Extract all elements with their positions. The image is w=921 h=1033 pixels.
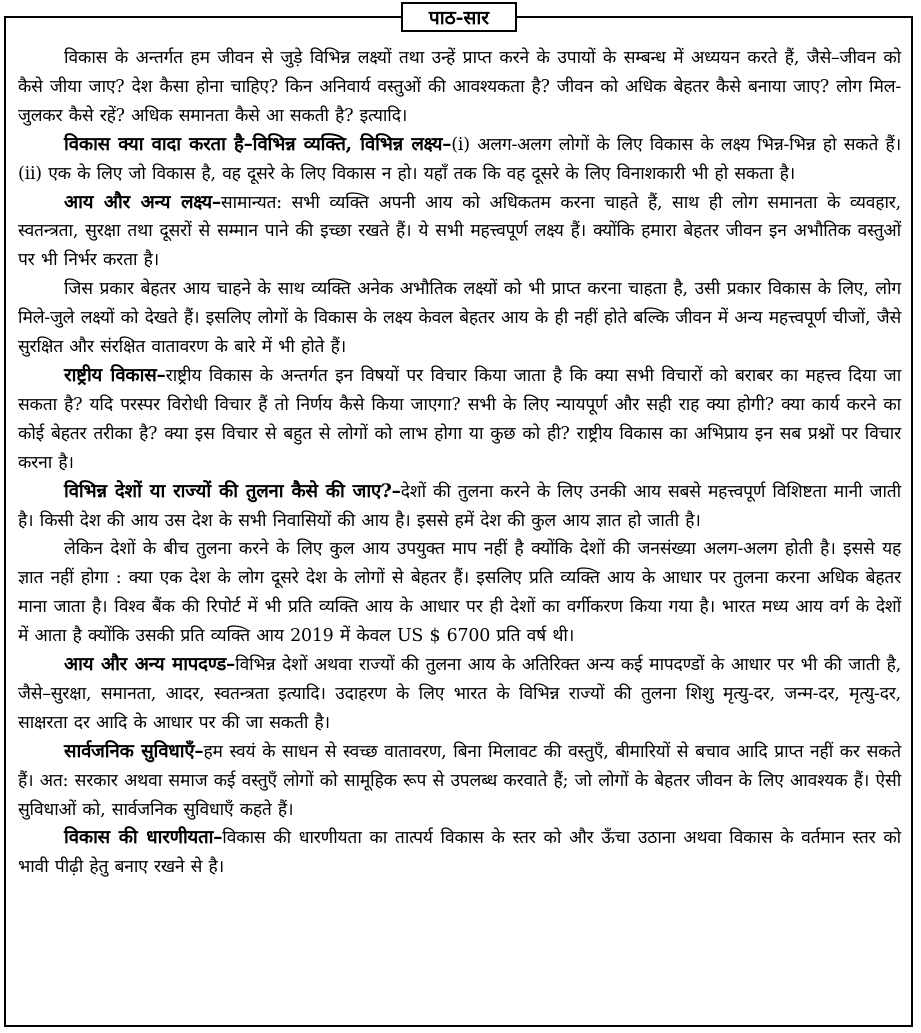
paragraph-heading: विकास की धारणीयता– (64, 827, 223, 849)
paragraph-heading: राष्ट्रीय विकास– (64, 364, 166, 386)
paragraph-income-goals (18, 189, 901, 276)
paragraph-heading: विभिन्न देशों या राज्यों की तुलना कैसे की जाए?– (64, 480, 401, 502)
paragraph-text: हम स्वयं के साधन से स्वच्छ वातावरण, बिना मिलावट की वस्तुएँ, बीमारियों से बचाव आदि प्राप्त नहीं कर सकते हैं। अत: सरकार अथवा समाज कई वस्तुएँ लोगों को सामूहिक रूप से उपलब्ध करवाते हैं; जो लोगों के बेहतर जीवन के लिए आवश्यक हैं। ऐसी सुविधाओं को, सार्वजनिक सुविधाएँ कहते हैं। (18, 741, 901, 820)
paragraph-public-facilities (18, 738, 901, 825)
paragraph-text: विकास के अन्तर्गत हम जीवन से जुड़े विभिन्न लक्ष्यों तथा उन्हें प्राप्त करने के उपायों के सम्बन्ध में अध्ययन करते हैं, जैसे–जीवन को कैसे जीया जाए? देश कैसा होना चाहिए? किन अनिवार्य वस्तुओं की आवश्यकता है? जीवन को अधिक बेहतर कैसे बनाया जाए? लोग मिल-जुलकर कैसे रहें? अधिक समानता कैसे आ सकती है? इत्यादि। (18, 48, 901, 126)
paragraph-text: (i) अलग-अलग लोगों के लिए विकास के लक्ष्य भिन्न-भिन्न हो सकते हैं। (ii) एक के लिए जो विकास है, वह दूसरे के लिए विकास न हो। यहाँ तक कि वह दूसरे के लिए विनाशकारी भी हो सकता है। (18, 134, 901, 184)
paragraph-intro (18, 44, 901, 131)
paragraph-heading: आय और अन्य लक्ष्य– (64, 191, 221, 213)
summary-content (18, 44, 901, 882)
paragraph-heading: विकास क्या वादा करता है–विभिन्न व्यक्ति, विभिन्न लक्ष्य– (64, 133, 452, 155)
paragraph-text: विभिन्न देशों अथवा राज्यों की तुलना आय के अतिरिक्त अन्य कई मापदण्डों के आधार पर भी की जाती है, जैसे–सुरक्षा, समानता, आदर, स्वतन्त्रता इत्यादि। उदाहरण के लिए भारत के विभिन्न राज्यों की तुलना शिशु मृत्यु-दर, जन्म-दर, मृत्यु-दर, साक्षरता दर आदि के आधार पर की जा सकती है। (18, 655, 901, 733)
paragraph-text: जिस प्रकार बेहतर आय चाहने के साथ व्यक्ति अनेक अभौतिक लक्ष्यों को भी प्राप्त करना चाहता है, उसी प्रकार विकास के लिए, लोग मिले-जुले लक्ष्यों को देखते हैं। इसलिए लोगों के विकास के लक्ष्य केवल बेहतर आय के ही नहीं होते बल्कि जीवन में अन्य महत्त्वपूर्ण चीजों, जैसे सुरक्षित और संरक्षित वातावरण के बारे में भी होते हैं। (18, 279, 901, 358)
paragraph-mixed-goals (18, 275, 901, 362)
paragraph-heading: आय और अन्य मापदण्ड– (64, 654, 236, 676)
paragraph-text: विकास की धारणीयता का तात्पर्य विकास के स्तर को और ऊँचा उठाना अथवा विकास के वर्तमान स्तर को भावी पीढ़ी हेतु बनाए रखने से है। (18, 828, 901, 878)
paragraph-national-development (18, 362, 901, 478)
paragraph-development-promise (18, 131, 901, 189)
paragraph-per-capita-income (18, 535, 901, 651)
paragraph-other-criteria (18, 651, 901, 738)
paragraph-text: देशों की तुलना करने के लिए उनकी आय सबसे महत्त्वपूर्ण विशिष्टता मानी जाती है। किसी देश की आय उस देश के सभी निवासियों की आय है। इससे हमें देश की कुल आय ज्ञात हो जाती है। (18, 481, 901, 531)
paragraph-heading: सार्वजनिक सुविधाएँ– (64, 740, 204, 762)
paragraph-comparing-countries (18, 478, 901, 536)
paragraph-text: सामान्यत: सभी व्यक्ति अपनी आय को अधिकतम करना चाहते हैं, साथ ही लोग समानता के व्यवहार, स्वतन्त्रता, सुरक्षा तथा दूसरों से सम्मान पाने की इच्छा रखते हैं। ये सभी महत्त्वपूर्ण लक्ष्य हैं। क्योंकि हमारा बेहतर जीवन इन अभौतिक वस्तुओं पर भी निर्भर करता है। (18, 192, 901, 271)
paragraph-sustainability (18, 824, 901, 882)
paragraph-text: लेकिन देशों के बीच तुलना करने के लिए कुल आय उपयुक्त माप नहीं है क्योंकि देशों की जनसंख्या अलग-अलग होती है। इससे यह ज्ञात नहीं होगा : क्या एक देश के लोग दूसरे देश के लोगों से बेहतर हैं। इसलिए प्रति व्यक्ति आय के आधार पर तुलना करना अधिक बेहतर माना जाता है। विश्व बैंक की रिपोर्ट में भी प्रति व्यक्ति आय के आधार पर ही देशों का वर्गीकरण किया गया है। भारत मध्य आय वर्ग के देशों में आता है क्योंकि उसकी प्रति व्यक्ति आय 2019 में केवल US $ 6700 प्रति वर्ष थी। (18, 539, 901, 647)
page-title: पाठ-सार (401, 2, 517, 32)
paragraph-text: राष्ट्रीय विकास के अन्तर्गत इन विषयों पर विचार किया जाता है कि क्या सभी विचारों को बराबर का महत्त्व दिया जा सकता है? यदि परस्पर विरोधी विचार हैं तो निर्णय कैसे किया जाएगा? सभी के लिए न्यायपूर्ण और सही राह क्या होगी? क्या कार्य करने का कोई बेहतर तरीका है? क्या इस विचार से बहुत से लोगों को लाभ होगा या कुछ को ही? राष्ट्रीय विकास का अभिप्राय इन सब प्रश्नों पर विचार करना है। (18, 365, 901, 473)
